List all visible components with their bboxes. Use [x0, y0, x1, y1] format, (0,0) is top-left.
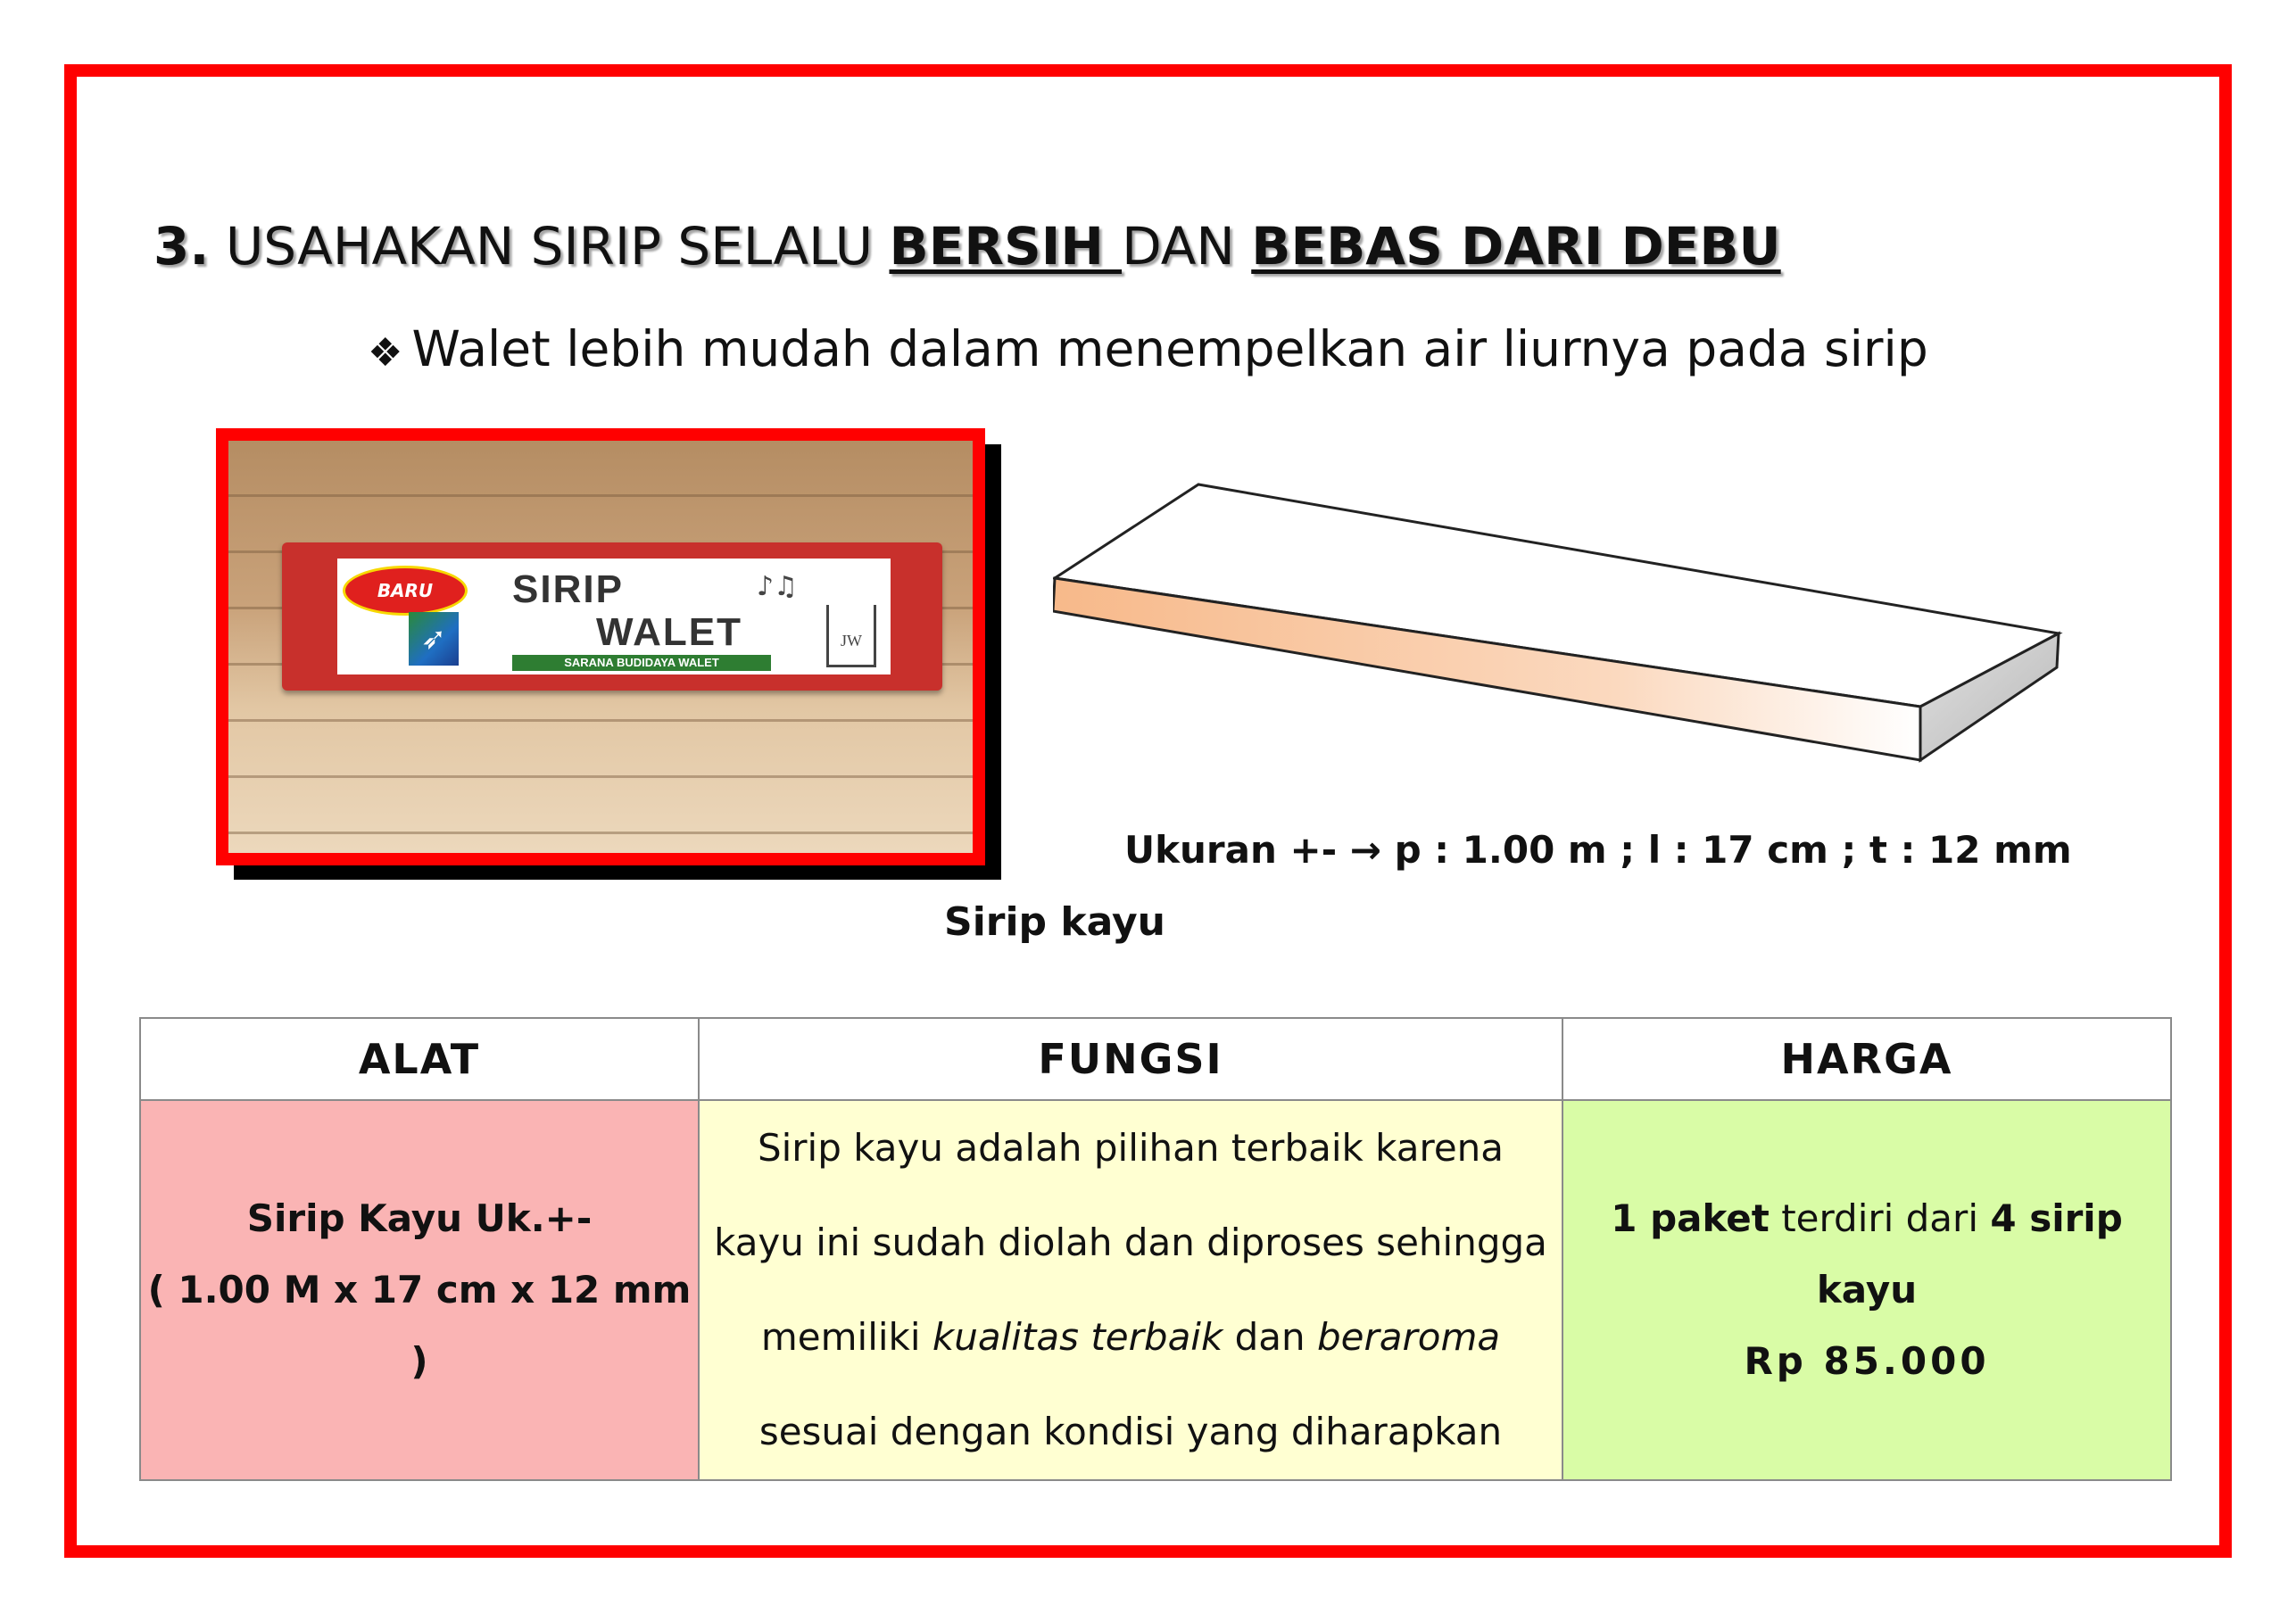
cell-fungsi — [699, 1100, 1562, 1480]
table-header-row — [140, 1018, 2171, 1100]
alat-line1: Sirip Kayu Uk.+- — [246, 1196, 593, 1240]
music-notes-icon: ♪♫ — [757, 571, 799, 602]
swallow-logo-icon: ➶ — [409, 612, 459, 666]
photo-caption: Sirip kayu — [944, 899, 1165, 945]
harga-bold-sirip: 4 sirip kayu — [1816, 1196, 2123, 1312]
dimension-label: Ukuran +- → p : 1.00 m ; l : 17 cm ; t : 12 mm — [1124, 828, 2072, 872]
heading-number: 3. — [153, 216, 210, 277]
package-tagline: SARANA BUDIDAYA WALET — [512, 655, 771, 671]
package-label — [337, 559, 891, 674]
harga-paket-line — [1563, 1183, 2170, 1326]
heading-text-2: DAN — [1122, 216, 1252, 277]
table-row — [140, 1100, 2171, 1480]
alat-line2: ( 1.00 M x 17 cm x 12 mm ) — [147, 1268, 692, 1383]
harga-text: terdiri dari — [1769, 1196, 1991, 1240]
header-alat: ALAT — [140, 1018, 699, 1100]
baru-badge: BARU — [343, 566, 468, 616]
bullet-text: Walet lebih mudah dalam menempelkan air liurnya pada sirip — [411, 320, 1928, 377]
fungsi-italic-kualitas: kualitas terbaik — [932, 1315, 1223, 1359]
wooden-board-diagram — [1053, 482, 2088, 776]
heading-text-1: USAHAKAN SIRIP SELALU — [225, 216, 890, 277]
cell-harga — [1562, 1100, 2171, 1480]
bullet-point — [368, 318, 1928, 385]
harga-bold-paket: 1 paket — [1611, 1196, 1770, 1240]
cell-alat — [140, 1100, 699, 1480]
diamond-bullet-icon: ❖ — [368, 330, 403, 376]
section-heading — [153, 214, 1781, 278]
sirip-walet-package — [282, 542, 942, 691]
fungsi-text-1: Sirip kayu adalah pilihan terbaik karena kayu ini sudah diolah dan diproses sehingga memiliki — [714, 1126, 1547, 1359]
product-table — [139, 1017, 2172, 1481]
fungsi-text-2: dan — [1223, 1315, 1318, 1359]
bird-house-icon: JW — [826, 605, 876, 667]
heading-emphasis-bersih: BERSIH — [889, 216, 1123, 277]
fungsi-italic-beraroma: beraroma — [1317, 1315, 1501, 1359]
package-title-line2: WALET — [596, 610, 742, 654]
header-fungsi: FUNGSI — [699, 1018, 1562, 1100]
harga-price: Rp 85.000 — [1744, 1339, 1990, 1383]
heading-emphasis-bebas-debu: BEBAS DARI DEBU — [1251, 216, 1781, 277]
product-photo — [216, 428, 985, 865]
package-title-line1: SIRIP — [512, 567, 624, 611]
header-harga: HARGA — [1562, 1018, 2171, 1100]
fungsi-text-3: sesuai dengan kondisi yang diharapkan — [758, 1410, 1503, 1453]
